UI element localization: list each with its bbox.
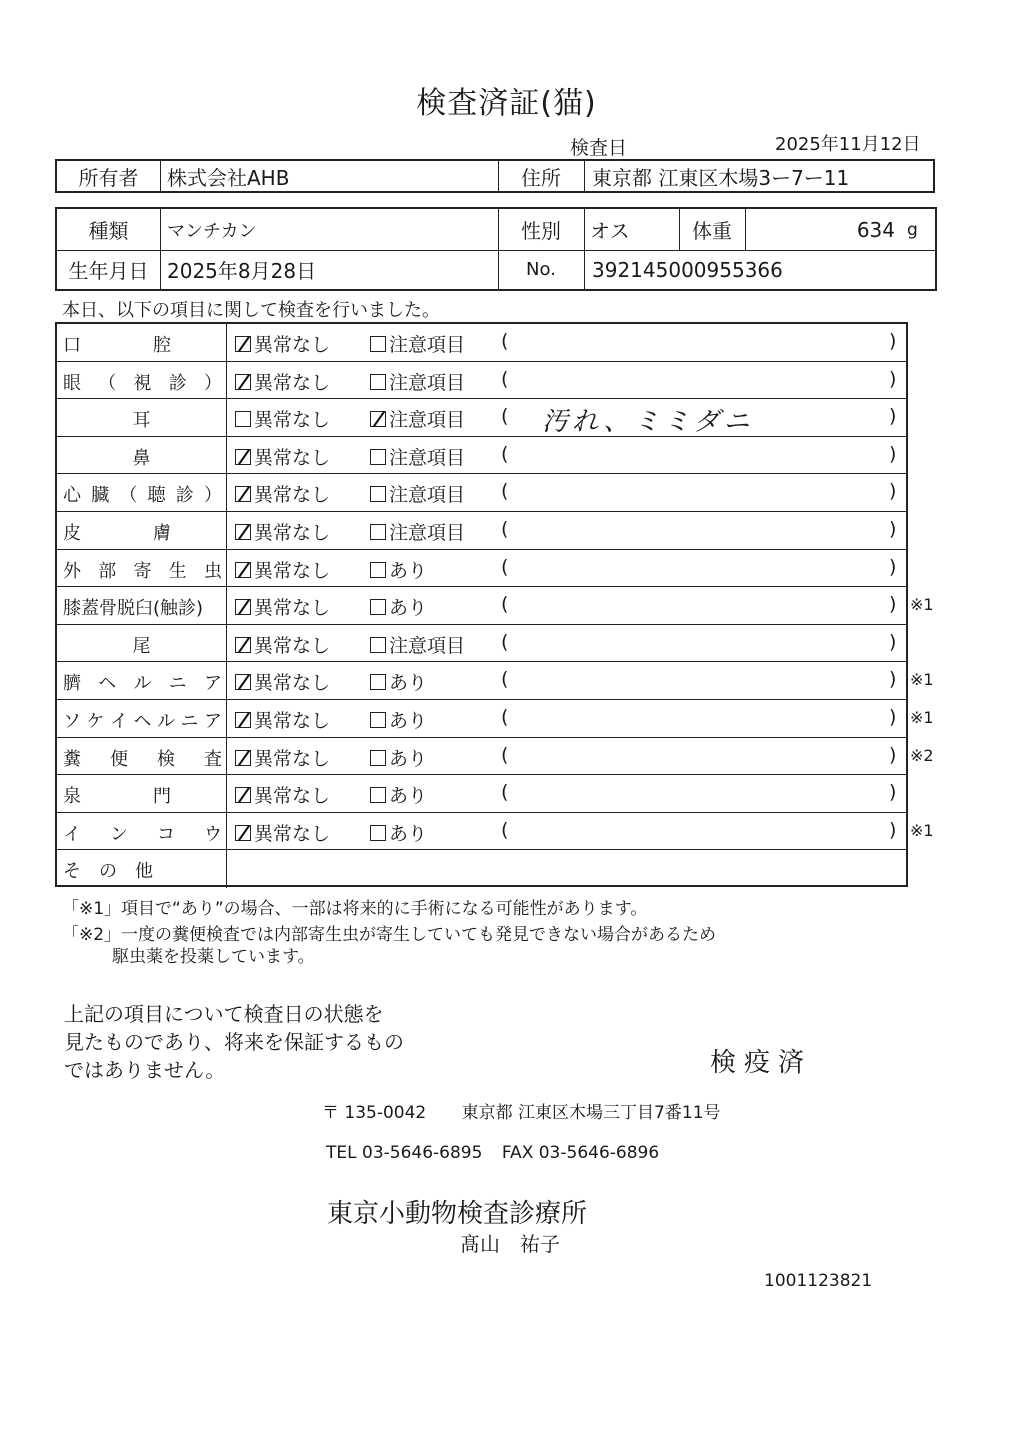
- inspection-item-cell: [57, 813, 227, 850]
- inspection-item-cell: [57, 550, 227, 587]
- owner-value: 株式会社AHB: [167, 165, 290, 190]
- option-attention: [370, 744, 427, 771]
- weight-value: 634: [856, 217, 895, 242]
- note-paren-close: ): [889, 480, 897, 503]
- clinic-address: [322, 1098, 721, 1123]
- option-attention-label: 注意項目: [389, 446, 466, 469]
- checkbox-icon[interactable]: [370, 374, 386, 390]
- footnote-reference-mark: ※1: [910, 820, 934, 840]
- option-normal: [235, 518, 330, 545]
- option-attention-label: 注意項目: [389, 522, 466, 544]
- option-normal-label: 異常なし: [254, 672, 331, 695]
- birth-label: 生年月日: [68, 259, 149, 283]
- no-value: 392145000955366: [592, 257, 783, 282]
- note-paren-open: (: [501, 818, 509, 841]
- weight-unit: g: [907, 219, 918, 240]
- street-address: 東京都 江東区木場三丁目7番11号: [461, 1103, 721, 1123]
- address-value: 東京都 江東区木場3ー7ー11: [592, 165, 850, 190]
- checkbox-icon[interactable]: [370, 674, 386, 690]
- note-paren-close: ): [889, 518, 897, 540]
- option-attention: [370, 405, 465, 432]
- inspection-row: [57, 474, 906, 512]
- inspection-row: [57, 362, 906, 400]
- inspected-stamp: 検疫済: [710, 1048, 813, 1078]
- option-normal: [235, 631, 330, 658]
- checkbox-icon[interactable]: [370, 449, 386, 465]
- option-attention-label: あり: [389, 597, 428, 620]
- inspection-item-name: 膝蓋骨脱臼(触診): [63, 598, 204, 620]
- note-paren-open: (: [501, 781, 509, 804]
- option-attention-label: あり: [389, 822, 428, 845]
- option-normal: [235, 480, 330, 507]
- option-normal-label: 異常なし: [254, 597, 331, 620]
- checkbox-icon[interactable]: [370, 750, 386, 766]
- inspection-row: [57, 587, 906, 625]
- inspection-row: [57, 550, 906, 588]
- inspection-item-name: イ ン コ ウ: [63, 823, 222, 845]
- inspection-item-cell: [57, 474, 227, 511]
- checked-box-icon[interactable]: [235, 374, 251, 390]
- inspection-row: [57, 662, 906, 700]
- inspection-item-cell: [57, 625, 227, 662]
- exam-date-value: 2025年11月12日: [775, 134, 921, 155]
- note-paren-open: (: [501, 405, 509, 428]
- checked-box-icon[interactable]: [235, 599, 251, 615]
- checked-box-icon[interactable]: [235, 712, 251, 728]
- checkbox-icon[interactable]: [370, 336, 386, 352]
- option-normal-label: 異常なし: [254, 559, 331, 582]
- option-normal: [235, 593, 330, 620]
- option-normal: [235, 744, 330, 771]
- note-paren-close: ): [889, 630, 897, 653]
- note-paren-open: (: [501, 367, 509, 390]
- inspection-item-name: そ の 他: [63, 861, 153, 883]
- note-paren-open: (: [501, 593, 509, 616]
- option-normal: [235, 668, 330, 695]
- option-attention-label: あり: [389, 747, 428, 770]
- owner-info-box: [55, 159, 935, 193]
- option-normal: [235, 368, 330, 395]
- note-paren-close: ): [889, 330, 897, 352]
- option-normal-label: 異常なし: [254, 409, 331, 432]
- note-paren-open: (: [501, 668, 509, 691]
- inspection-item-cell: [57, 362, 227, 399]
- inspection-row: [57, 700, 906, 738]
- inspection-item-cell: [57, 399, 227, 436]
- clinic-name: 東京小動物検査診療所: [327, 1199, 588, 1229]
- fax-number: FAX 03-5646-6896: [501, 1143, 660, 1163]
- checkbox-icon[interactable]: [370, 486, 386, 502]
- type-value: マンチカン: [167, 220, 257, 242]
- note-paren-close: ): [889, 367, 897, 390]
- document-id: 1001123821: [764, 1271, 873, 1291]
- option-normal-label: 異常なし: [254, 334, 331, 356]
- inspection-row: [57, 324, 906, 362]
- inspection-row: [57, 399, 906, 437]
- option-normal-label: 異常なし: [254, 446, 331, 469]
- footnote-reference-mark: ※1: [910, 708, 934, 727]
- option-normal: [235, 405, 330, 432]
- inspection-item-name: 臍 ヘ ル ニ ア: [63, 673, 222, 695]
- note-paren-open: (: [501, 706, 509, 728]
- footnote-reference-mark: ※1: [910, 595, 934, 615]
- inspection-row: [57, 625, 906, 663]
- weight-label: 体重: [692, 219, 732, 243]
- checkbox-icon[interactable]: [370, 637, 386, 653]
- exam-date-label: 検査日: [570, 137, 628, 159]
- option-attention: [370, 368, 465, 395]
- option-attention-label: 注意項目: [389, 484, 466, 507]
- inspection-item-cell: [57, 850, 227, 888]
- option-attention: [370, 781, 427, 808]
- option-attention-label: あり: [389, 672, 428, 695]
- checked-box-icon[interactable]: [235, 562, 251, 578]
- inspection-item-name: 糞 便 検 査: [63, 748, 222, 770]
- option-normal: [235, 330, 330, 357]
- checkbox-icon[interactable]: [370, 524, 386, 540]
- inspection-row: [57, 437, 906, 475]
- disclaimer-line: 上記の項目について検査日の状態を: [64, 1002, 384, 1026]
- option-normal: [235, 706, 330, 733]
- inspection-item-name: 鼻: [132, 447, 151, 469]
- inspection-item-name: ソ ケ イ ヘ ル ニ ア: [63, 711, 222, 732]
- option-normal: [235, 781, 330, 808]
- inspection-item-name: 皮 膚: [63, 523, 171, 544]
- option-normal-label: 異常なし: [254, 522, 331, 544]
- option-attention: [370, 706, 427, 733]
- inspection-item-name: 口 腔: [63, 335, 171, 356]
- checked-box-icon[interactable]: [370, 411, 386, 427]
- checkbox-icon[interactable]: [370, 825, 386, 841]
- checked-box-icon[interactable]: [235, 674, 251, 690]
- inspection-item-name: 耳: [132, 410, 151, 432]
- inspection-item-cell: [57, 700, 227, 737]
- note-paren-close: ): [889, 743, 897, 766]
- note-paren-open: (: [501, 630, 509, 653]
- checkbox-icon[interactable]: [370, 562, 386, 578]
- option-attention: [370, 631, 465, 658]
- option-attention-label: 注意項目: [389, 634, 466, 657]
- option-normal: [235, 819, 330, 846]
- option-attention: [370, 443, 465, 470]
- footnote-reference-mark: ※2: [910, 745, 934, 765]
- note-paren-close: ): [889, 555, 897, 578]
- inspection-item-name: 外 部 寄 生 虫: [63, 560, 222, 582]
- option-attention: [370, 330, 465, 357]
- inspection-item-name: 眼 （ 視 診 ）: [63, 372, 222, 394]
- option-normal-label: 異常なし: [254, 484, 331, 507]
- option-normal-label: 異常なし: [254, 747, 331, 770]
- note-paren-open: (: [501, 442, 509, 465]
- option-attention-label: あり: [389, 710, 428, 732]
- note-paren-open: (: [501, 480, 509, 503]
- note-paren-open: (: [501, 518, 509, 540]
- note-paren-open: (: [501, 743, 509, 766]
- checked-box-icon[interactable]: [235, 787, 251, 803]
- footnote-2-line-1: 「※2」一度の糞便検査では内部寄生虫が寄生していても発見できない場合があるため: [62, 925, 717, 945]
- checkbox-icon[interactable]: [370, 712, 386, 728]
- inspection-item-cell: [57, 662, 227, 699]
- animal-info-box: [55, 207, 937, 291]
- option-normal-label: 異常なし: [254, 710, 331, 732]
- option-normal-label: 異常なし: [254, 371, 331, 394]
- inspection-row: [57, 775, 906, 813]
- doctor-name: 髙山 祐子: [460, 1232, 560, 1256]
- inspection-item-cell: [57, 437, 227, 474]
- option-attention-label: 注意項目: [389, 371, 466, 394]
- inspection-table: [55, 322, 908, 887]
- checked-box-icon[interactable]: [235, 637, 251, 653]
- inspection-item-name: 心 臓 （ 聴 診 ）: [63, 485, 222, 507]
- note-paren-close: ): [889, 593, 897, 616]
- inspection-item-cell: [57, 587, 227, 624]
- note-paren-close: ): [889, 668, 897, 691]
- owner-label: 所有者: [78, 165, 139, 190]
- checked-box-icon[interactable]: [235, 524, 251, 540]
- checked-box-icon[interactable]: [235, 825, 251, 841]
- footnote-1: 「※1」項目で“あり”の場合、一部は将来的に手術になる可能性があります。: [62, 899, 648, 919]
- note-paren-close: ): [889, 442, 897, 465]
- checked-box-icon[interactable]: [235, 336, 251, 352]
- option-attention: [370, 518, 465, 545]
- address-label: 住所: [521, 165, 561, 190]
- disclaimer-line: 見たものであり、将来を保証するもの: [64, 1030, 404, 1054]
- inspection-item-cell: [57, 324, 227, 361]
- postal-code: 〒 135-0042: [322, 1103, 427, 1123]
- note-paren-open: (: [501, 555, 509, 578]
- inspection-row: [57, 813, 906, 851]
- inspection-row: [57, 738, 906, 776]
- checkbox-icon[interactable]: [370, 599, 386, 615]
- note-paren-close: ): [889, 818, 897, 841]
- option-attention-label: 注意項目: [389, 334, 466, 356]
- checkbox-icon[interactable]: [235, 411, 251, 427]
- intro-text: 本日、以下の項目に関して検査を行いました。: [62, 300, 440, 321]
- note-paren-close: ): [889, 405, 897, 428]
- option-normal: [235, 556, 330, 583]
- checked-box-icon[interactable]: [235, 750, 251, 766]
- footnote-reference-mark: ※1: [910, 670, 934, 690]
- tel-number: TEL 03-5646-6895: [326, 1143, 483, 1163]
- inspection-row: [57, 512, 906, 550]
- inspection-item-cell: [57, 512, 227, 549]
- checked-box-icon[interactable]: [235, 449, 251, 465]
- option-attention: [370, 668, 427, 695]
- option-attention-label: あり: [389, 559, 428, 582]
- checkbox-icon[interactable]: [370, 787, 386, 803]
- note-paren-close: ): [889, 706, 897, 728]
- inspection-item-cell: [57, 738, 227, 775]
- option-normal: [235, 443, 330, 470]
- disclaimer-line: ではありません。: [64, 1058, 226, 1082]
- option-attention: [370, 556, 427, 583]
- inspection-item-name: 泉 門: [63, 786, 171, 808]
- option-attention-label: 注意項目: [389, 409, 466, 432]
- sex-value: オス: [590, 219, 630, 243]
- inspection-item-name: 尾: [132, 635, 151, 657]
- option-attention: [370, 819, 427, 846]
- note-paren-open: (: [501, 330, 509, 352]
- clinic-contact: [326, 1143, 659, 1163]
- checked-box-icon[interactable]: [235, 486, 251, 502]
- no-label: No.: [526, 259, 556, 280]
- inspection-item-cell: [57, 775, 227, 812]
- option-normal-label: 異常なし: [254, 822, 331, 845]
- footnote-2-line-2: 駆虫薬を投薬しています。: [112, 947, 315, 967]
- type-label: 種類: [88, 219, 129, 243]
- disclaimer: [64, 1000, 404, 1084]
- handwritten-note: 汚れ、ミミダニ: [542, 407, 754, 438]
- inspection-row: [57, 850, 906, 888]
- option-normal-label: 異常なし: [254, 634, 331, 657]
- document-title: 検査済証(猫): [416, 86, 597, 121]
- option-attention: [370, 480, 465, 507]
- sex-label: 性別: [521, 219, 561, 243]
- birth-value: 2025年8月28日: [167, 259, 317, 283]
- option-normal-label: 異常なし: [254, 785, 331, 808]
- option-attention-label: あり: [389, 785, 428, 808]
- option-attention: [370, 593, 427, 620]
- note-paren-close: ): [889, 781, 897, 804]
